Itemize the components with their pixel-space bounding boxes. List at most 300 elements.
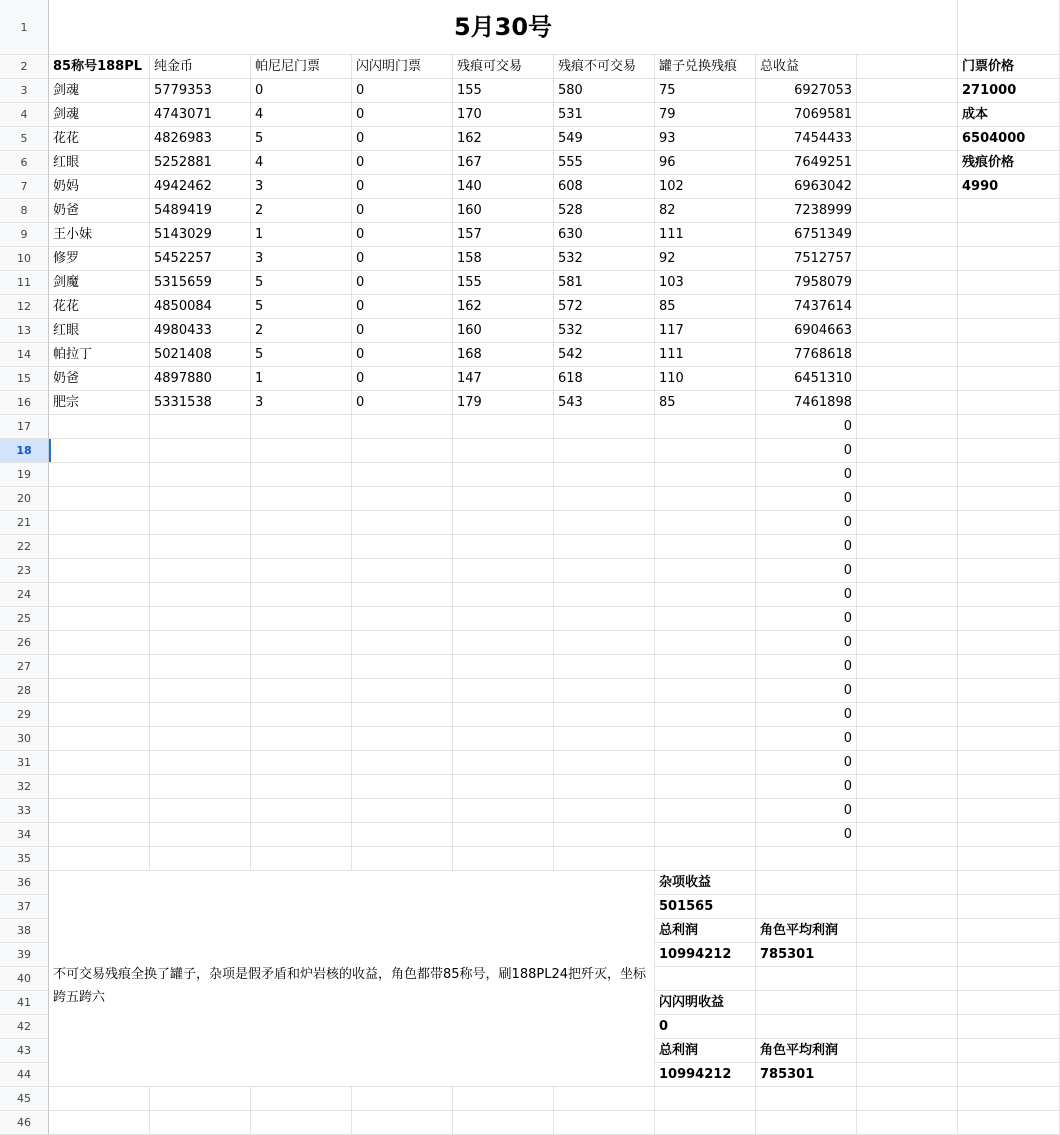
data-cell[interactable]: 5 bbox=[251, 271, 352, 295]
data-cell[interactable]: 剑魔 bbox=[49, 271, 150, 295]
cell[interactable] bbox=[150, 727, 251, 751]
cell[interactable] bbox=[352, 775, 453, 799]
row-header-9[interactable]: 9 bbox=[0, 223, 49, 247]
summary-profit-label-1[interactable]: 总利润 bbox=[655, 919, 756, 943]
cell[interactable] bbox=[453, 799, 554, 823]
cell[interactable] bbox=[453, 535, 554, 559]
data-cell[interactable]: 96 bbox=[655, 151, 756, 175]
data-cell[interactable]: 0 bbox=[352, 391, 453, 415]
cell[interactable] bbox=[655, 607, 756, 631]
side-cost-label[interactable]: 成本 bbox=[958, 103, 1060, 127]
cell[interactable] bbox=[958, 703, 1060, 727]
data-cell[interactable]: 85 bbox=[655, 295, 756, 319]
cell[interactable] bbox=[554, 655, 655, 679]
cell[interactable] bbox=[251, 847, 352, 871]
cell[interactable] bbox=[251, 535, 352, 559]
cell[interactable] bbox=[554, 679, 655, 703]
data-cell[interactable]: 肥宗 bbox=[49, 391, 150, 415]
row-header-28[interactable]: 28 bbox=[0, 679, 49, 703]
data-cell[interactable]: 572 bbox=[554, 295, 655, 319]
cell[interactable] bbox=[958, 343, 1060, 367]
data-cell[interactable]: 160 bbox=[453, 319, 554, 343]
cell[interactable] bbox=[958, 919, 1060, 943]
side-scar-price-label[interactable]: 残痕价格 bbox=[958, 151, 1060, 175]
data-cell[interactable]: 7454433 bbox=[756, 127, 857, 151]
cell[interactable] bbox=[756, 1087, 857, 1111]
cell[interactable] bbox=[150, 535, 251, 559]
summary-misc-value[interactable]: 501565 bbox=[655, 895, 756, 919]
total-cell[interactable]: 0 bbox=[756, 463, 857, 487]
data-cell[interactable]: 111 bbox=[655, 343, 756, 367]
data-cell[interactable]: 542 bbox=[554, 343, 655, 367]
cell[interactable] bbox=[958, 583, 1060, 607]
data-cell[interactable]: 102 bbox=[655, 175, 756, 199]
cell[interactable] bbox=[49, 607, 150, 631]
summary-misc-label[interactable]: 杂项收益 bbox=[655, 871, 756, 895]
data-cell[interactable]: 0 bbox=[352, 295, 453, 319]
data-cell[interactable]: 1 bbox=[251, 367, 352, 391]
cell[interactable] bbox=[453, 1087, 554, 1111]
cell[interactable] bbox=[554, 583, 655, 607]
cell[interactable] bbox=[857, 367, 958, 391]
data-cell[interactable]: 7512757 bbox=[756, 247, 857, 271]
cell[interactable] bbox=[251, 511, 352, 535]
cell[interactable] bbox=[251, 679, 352, 703]
cell[interactable] bbox=[655, 727, 756, 751]
cell[interactable] bbox=[150, 583, 251, 607]
data-cell[interactable]: 7437614 bbox=[756, 295, 857, 319]
data-cell[interactable]: 0 bbox=[352, 343, 453, 367]
cell[interactable] bbox=[655, 559, 756, 583]
cell[interactable] bbox=[554, 751, 655, 775]
cell[interactable] bbox=[453, 823, 554, 847]
row-header-31[interactable]: 31 bbox=[0, 751, 49, 775]
cell[interactable] bbox=[857, 271, 958, 295]
row-header-15[interactable]: 15 bbox=[0, 367, 49, 391]
cell[interactable] bbox=[958, 319, 1060, 343]
data-cell[interactable]: 549 bbox=[554, 127, 655, 151]
cell[interactable] bbox=[857, 1039, 958, 1063]
cell[interactable] bbox=[251, 1111, 352, 1135]
data-cell[interactable]: 剑魂 bbox=[49, 79, 150, 103]
row-header-8[interactable]: 8 bbox=[0, 199, 49, 223]
total-cell[interactable]: 0 bbox=[756, 607, 857, 631]
row-header-30[interactable]: 30 bbox=[0, 727, 49, 751]
data-cell[interactable]: 0 bbox=[352, 271, 453, 295]
data-cell[interactable]: 543 bbox=[554, 391, 655, 415]
data-cell[interactable]: 5 bbox=[251, 127, 352, 151]
cell[interactable] bbox=[958, 847, 1060, 871]
row-header-23[interactable]: 23 bbox=[0, 559, 49, 583]
data-cell[interactable]: 4942462 bbox=[150, 175, 251, 199]
cell[interactable] bbox=[251, 415, 352, 439]
row-header-14[interactable]: 14 bbox=[0, 343, 49, 367]
cell[interactable] bbox=[554, 559, 655, 583]
data-cell[interactable]: 168 bbox=[453, 343, 554, 367]
cell[interactable] bbox=[958, 439, 1060, 463]
cell[interactable] bbox=[49, 439, 150, 463]
total-cell[interactable]: 0 bbox=[756, 511, 857, 535]
cell[interactable] bbox=[251, 487, 352, 511]
row-header-34[interactable]: 34 bbox=[0, 823, 49, 847]
cell[interactable] bbox=[655, 799, 756, 823]
data-cell[interactable]: 85 bbox=[655, 391, 756, 415]
cell[interactable] bbox=[958, 0, 1060, 55]
data-cell[interactable]: 618 bbox=[554, 367, 655, 391]
total-cell[interactable]: 0 bbox=[756, 559, 857, 583]
cell[interactable] bbox=[857, 751, 958, 775]
cell[interactable] bbox=[958, 535, 1060, 559]
row-header-12[interactable]: 12 bbox=[0, 295, 49, 319]
data-cell[interactable]: 5021408 bbox=[150, 343, 251, 367]
data-cell[interactable]: 红眼 bbox=[49, 151, 150, 175]
cell[interactable] bbox=[251, 775, 352, 799]
data-cell[interactable]: 1 bbox=[251, 223, 352, 247]
summary-avg-label-2[interactable]: 角色平均利润 bbox=[756, 1039, 857, 1063]
data-cell[interactable]: 0 bbox=[352, 223, 453, 247]
data-cell[interactable]: 5452257 bbox=[150, 247, 251, 271]
cell[interactable] bbox=[655, 583, 756, 607]
data-cell[interactable]: 红眼 bbox=[49, 319, 150, 343]
cell[interactable] bbox=[958, 391, 1060, 415]
data-cell[interactable]: 0 bbox=[352, 175, 453, 199]
cell[interactable] bbox=[453, 679, 554, 703]
cell[interactable] bbox=[655, 847, 756, 871]
cell[interactable] bbox=[49, 535, 150, 559]
cell[interactable] bbox=[655, 511, 756, 535]
cell[interactable] bbox=[857, 847, 958, 871]
cell[interactable] bbox=[958, 247, 1060, 271]
cell[interactable] bbox=[453, 607, 554, 631]
row-header-16[interactable]: 16 bbox=[0, 391, 49, 415]
cell[interactable] bbox=[655, 415, 756, 439]
cell[interactable] bbox=[150, 1111, 251, 1135]
side-ticket-price[interactable]: 271000 bbox=[958, 79, 1060, 103]
data-cell[interactable]: 531 bbox=[554, 103, 655, 127]
cell[interactable] bbox=[150, 1087, 251, 1111]
row-header-36[interactable]: 36 bbox=[0, 871, 49, 895]
data-cell[interactable]: 5 bbox=[251, 295, 352, 319]
cell[interactable] bbox=[857, 655, 958, 679]
data-cell[interactable]: 4850084 bbox=[150, 295, 251, 319]
cell[interactable] bbox=[554, 775, 655, 799]
cell[interactable] bbox=[352, 583, 453, 607]
cell[interactable] bbox=[655, 1111, 756, 1135]
data-cell[interactable]: 花花 bbox=[49, 127, 150, 151]
column-header[interactable]: 总收益 bbox=[756, 55, 857, 79]
data-cell[interactable]: 140 bbox=[453, 175, 554, 199]
cell[interactable] bbox=[453, 463, 554, 487]
total-cell[interactable]: 0 bbox=[756, 487, 857, 511]
row-header-25[interactable]: 25 bbox=[0, 607, 49, 631]
cell[interactable] bbox=[857, 487, 958, 511]
cell[interactable] bbox=[150, 439, 251, 463]
data-cell[interactable]: 3 bbox=[251, 247, 352, 271]
data-cell[interactable]: 0 bbox=[352, 247, 453, 271]
data-cell[interactable]: 4743071 bbox=[150, 103, 251, 127]
cell[interactable] bbox=[352, 415, 453, 439]
cell[interactable] bbox=[554, 727, 655, 751]
cell[interactable] bbox=[49, 727, 150, 751]
cell[interactable] bbox=[857, 967, 958, 991]
data-cell[interactable]: 花花 bbox=[49, 295, 150, 319]
data-cell[interactable]: 7958079 bbox=[756, 271, 857, 295]
data-cell[interactable]: 0 bbox=[352, 127, 453, 151]
row-header-32[interactable]: 32 bbox=[0, 775, 49, 799]
cell[interactable] bbox=[251, 703, 352, 727]
row-header-41[interactable]: 41 bbox=[0, 991, 49, 1015]
cell[interactable] bbox=[352, 679, 453, 703]
cell[interactable] bbox=[150, 775, 251, 799]
cell[interactable] bbox=[958, 463, 1060, 487]
cell[interactable] bbox=[958, 607, 1060, 631]
data-cell[interactable]: 7768618 bbox=[756, 343, 857, 367]
data-cell[interactable]: 6927053 bbox=[756, 79, 857, 103]
total-cell[interactable]: 0 bbox=[756, 583, 857, 607]
data-cell[interactable]: 170 bbox=[453, 103, 554, 127]
cell[interactable] bbox=[352, 439, 453, 463]
cell[interactable] bbox=[352, 463, 453, 487]
summary-avg-value-1[interactable]: 785301 bbox=[756, 943, 857, 967]
data-cell[interactable]: 5252881 bbox=[150, 151, 251, 175]
data-cell[interactable]: 5 bbox=[251, 343, 352, 367]
cell[interactable] bbox=[655, 823, 756, 847]
cell[interactable] bbox=[958, 415, 1060, 439]
row-header-10[interactable]: 10 bbox=[0, 247, 49, 271]
row-header-26[interactable]: 26 bbox=[0, 631, 49, 655]
data-cell[interactable]: 0 bbox=[352, 199, 453, 223]
data-cell[interactable]: 4 bbox=[251, 151, 352, 175]
row-header-13[interactable]: 13 bbox=[0, 319, 49, 343]
row-header-1[interactable]: 1 bbox=[0, 0, 49, 55]
cell[interactable] bbox=[756, 847, 857, 871]
cell[interactable] bbox=[49, 703, 150, 727]
cell[interactable] bbox=[251, 799, 352, 823]
cell[interactable] bbox=[958, 1087, 1060, 1111]
cell[interactable] bbox=[150, 799, 251, 823]
cell[interactable] bbox=[857, 919, 958, 943]
cell[interactable] bbox=[958, 1039, 1060, 1063]
data-cell[interactable]: 117 bbox=[655, 319, 756, 343]
cell[interactable] bbox=[251, 559, 352, 583]
cell[interactable] bbox=[857, 535, 958, 559]
data-cell[interactable]: 3 bbox=[251, 391, 352, 415]
cell[interactable] bbox=[655, 775, 756, 799]
summary-profit-value-1[interactable]: 10994212 bbox=[655, 943, 756, 967]
cell[interactable] bbox=[49, 583, 150, 607]
cell[interactable] bbox=[150, 631, 251, 655]
cell[interactable] bbox=[49, 511, 150, 535]
cell[interactable] bbox=[857, 943, 958, 967]
row-header-21[interactable]: 21 bbox=[0, 511, 49, 535]
cell[interactable] bbox=[958, 655, 1060, 679]
cell[interactable] bbox=[958, 295, 1060, 319]
data-cell[interactable]: 7069581 bbox=[756, 103, 857, 127]
total-cell[interactable]: 0 bbox=[756, 439, 857, 463]
cell[interactable] bbox=[857, 391, 958, 415]
data-cell[interactable]: 158 bbox=[453, 247, 554, 271]
data-cell[interactable]: 5331538 bbox=[150, 391, 251, 415]
cell[interactable] bbox=[857, 295, 958, 319]
cell[interactable] bbox=[958, 559, 1060, 583]
row-header-29[interactable]: 29 bbox=[0, 703, 49, 727]
data-cell[interactable]: 5779353 bbox=[150, 79, 251, 103]
cell[interactable] bbox=[352, 607, 453, 631]
cell[interactable] bbox=[453, 703, 554, 727]
data-cell[interactable]: 2 bbox=[251, 199, 352, 223]
data-cell[interactable]: 6904663 bbox=[756, 319, 857, 343]
cell[interactable] bbox=[352, 727, 453, 751]
row-header-5[interactable]: 5 bbox=[0, 127, 49, 151]
cell[interactable] bbox=[857, 223, 958, 247]
side-scar-price[interactable]: 4990 bbox=[958, 175, 1060, 199]
cell[interactable] bbox=[453, 847, 554, 871]
cell[interactable] bbox=[958, 871, 1060, 895]
data-cell[interactable]: 0 bbox=[352, 319, 453, 343]
row-header-38[interactable]: 38 bbox=[0, 919, 49, 943]
row-header-7[interactable]: 7 bbox=[0, 175, 49, 199]
column-header[interactable]: 罐子兑换残痕 bbox=[655, 55, 756, 79]
cell[interactable] bbox=[554, 1087, 655, 1111]
total-cell[interactable]: 0 bbox=[756, 415, 857, 439]
data-cell[interactable]: 147 bbox=[453, 367, 554, 391]
cell[interactable] bbox=[49, 1111, 150, 1135]
cell[interactable] bbox=[857, 583, 958, 607]
row-header-35[interactable]: 35 bbox=[0, 847, 49, 871]
data-cell[interactable]: 0 bbox=[352, 367, 453, 391]
cell[interactable] bbox=[958, 991, 1060, 1015]
cell[interactable] bbox=[49, 1087, 150, 1111]
cell[interactable] bbox=[756, 991, 857, 1015]
cell[interactable] bbox=[857, 343, 958, 367]
cell[interactable] bbox=[352, 703, 453, 727]
data-cell[interactable]: 580 bbox=[554, 79, 655, 103]
cell[interactable] bbox=[453, 559, 554, 583]
summary-profit-value-2[interactable]: 10994212 bbox=[655, 1063, 756, 1087]
cell[interactable] bbox=[655, 487, 756, 511]
cell[interactable] bbox=[857, 439, 958, 463]
row-header-18[interactable]: 18 bbox=[0, 439, 49, 463]
cell[interactable] bbox=[554, 607, 655, 631]
data-cell[interactable]: 2 bbox=[251, 319, 352, 343]
cell[interactable] bbox=[958, 895, 1060, 919]
summary-avg-value-2[interactable]: 785301 bbox=[756, 1063, 857, 1087]
cell[interactable] bbox=[857, 463, 958, 487]
cell[interactable] bbox=[958, 943, 1060, 967]
cell[interactable] bbox=[251, 607, 352, 631]
cell[interactable] bbox=[857, 127, 958, 151]
cell[interactable] bbox=[352, 1111, 453, 1135]
row-header-3[interactable]: 3 bbox=[0, 79, 49, 103]
cell[interactable] bbox=[958, 1063, 1060, 1087]
data-cell[interactable]: 5315659 bbox=[150, 271, 251, 295]
data-cell[interactable]: 555 bbox=[554, 151, 655, 175]
data-cell[interactable]: 93 bbox=[655, 127, 756, 151]
data-cell[interactable]: 155 bbox=[453, 79, 554, 103]
data-cell[interactable]: 4 bbox=[251, 103, 352, 127]
cell[interactable] bbox=[958, 511, 1060, 535]
cell[interactable] bbox=[352, 1087, 453, 1111]
cell[interactable] bbox=[251, 751, 352, 775]
total-cell[interactable]: 0 bbox=[756, 703, 857, 727]
column-header[interactable]: 闪闪明门票 bbox=[352, 55, 453, 79]
cell[interactable] bbox=[150, 823, 251, 847]
data-cell[interactable]: 179 bbox=[453, 391, 554, 415]
data-cell[interactable]: 7238999 bbox=[756, 199, 857, 223]
column-header[interactable]: 纯金币 bbox=[150, 55, 251, 79]
cell[interactable] bbox=[251, 463, 352, 487]
data-cell[interactable]: 7461898 bbox=[756, 391, 857, 415]
cell[interactable] bbox=[251, 727, 352, 751]
cell[interactable] bbox=[756, 1111, 857, 1135]
total-cell[interactable]: 0 bbox=[756, 535, 857, 559]
cell[interactable] bbox=[958, 1111, 1060, 1135]
summary-profit-label-2[interactable]: 总利润 bbox=[655, 1039, 756, 1063]
data-cell[interactable]: 92 bbox=[655, 247, 756, 271]
data-cell[interactable]: 528 bbox=[554, 199, 655, 223]
cell[interactable] bbox=[49, 463, 150, 487]
cell[interactable] bbox=[453, 583, 554, 607]
sheet-title[interactable]: 5月30号 bbox=[49, 0, 958, 55]
data-cell[interactable]: 167 bbox=[453, 151, 554, 175]
data-cell[interactable]: 4826983 bbox=[150, 127, 251, 151]
cell[interactable] bbox=[958, 1015, 1060, 1039]
cell[interactable] bbox=[655, 967, 756, 991]
cell[interactable] bbox=[554, 487, 655, 511]
summary-flash-value[interactable]: 0 bbox=[655, 1015, 756, 1039]
cell[interactable] bbox=[554, 535, 655, 559]
total-cell[interactable]: 0 bbox=[756, 631, 857, 655]
row-header-11[interactable]: 11 bbox=[0, 271, 49, 295]
cell[interactable] bbox=[857, 199, 958, 223]
cell[interactable] bbox=[857, 727, 958, 751]
data-cell[interactable]: 103 bbox=[655, 271, 756, 295]
data-cell[interactable]: 0 bbox=[251, 79, 352, 103]
cell[interactable] bbox=[958, 631, 1060, 655]
data-cell[interactable]: 630 bbox=[554, 223, 655, 247]
cell[interactable] bbox=[49, 679, 150, 703]
cell[interactable] bbox=[352, 655, 453, 679]
data-cell[interactable]: 82 bbox=[655, 199, 756, 223]
cell[interactable] bbox=[958, 967, 1060, 991]
cell[interactable] bbox=[150, 559, 251, 583]
cell[interactable] bbox=[554, 703, 655, 727]
note-text[interactable]: 不可交易残痕全换了罐子，杂项是假矛盾和炉岩核的收益，角色都带85称号，刷188PL24把歼灭，坐标跨五跨六 bbox=[49, 871, 655, 1087]
total-cell[interactable]: 0 bbox=[756, 655, 857, 679]
row-header-4[interactable]: 4 bbox=[0, 103, 49, 127]
data-cell[interactable]: 79 bbox=[655, 103, 756, 127]
cell[interactable] bbox=[49, 751, 150, 775]
cell[interactable] bbox=[554, 439, 655, 463]
cell[interactable] bbox=[857, 559, 958, 583]
cell[interactable] bbox=[958, 751, 1060, 775]
data-cell[interactable]: 75 bbox=[655, 79, 756, 103]
cell[interactable] bbox=[554, 631, 655, 655]
cell[interactable] bbox=[251, 1087, 352, 1111]
cell[interactable] bbox=[655, 1087, 756, 1111]
cell[interactable] bbox=[958, 679, 1060, 703]
total-cell[interactable]: 0 bbox=[756, 679, 857, 703]
cell[interactable] bbox=[352, 511, 453, 535]
cell[interactable] bbox=[857, 871, 958, 895]
cell[interactable] bbox=[150, 463, 251, 487]
cell[interactable] bbox=[857, 1087, 958, 1111]
summary-flash-label[interactable]: 闪闪明收益 bbox=[655, 991, 756, 1015]
cell[interactable] bbox=[150, 487, 251, 511]
data-cell[interactable]: 532 bbox=[554, 319, 655, 343]
cell[interactable] bbox=[453, 487, 554, 511]
data-cell[interactable]: 157 bbox=[453, 223, 554, 247]
